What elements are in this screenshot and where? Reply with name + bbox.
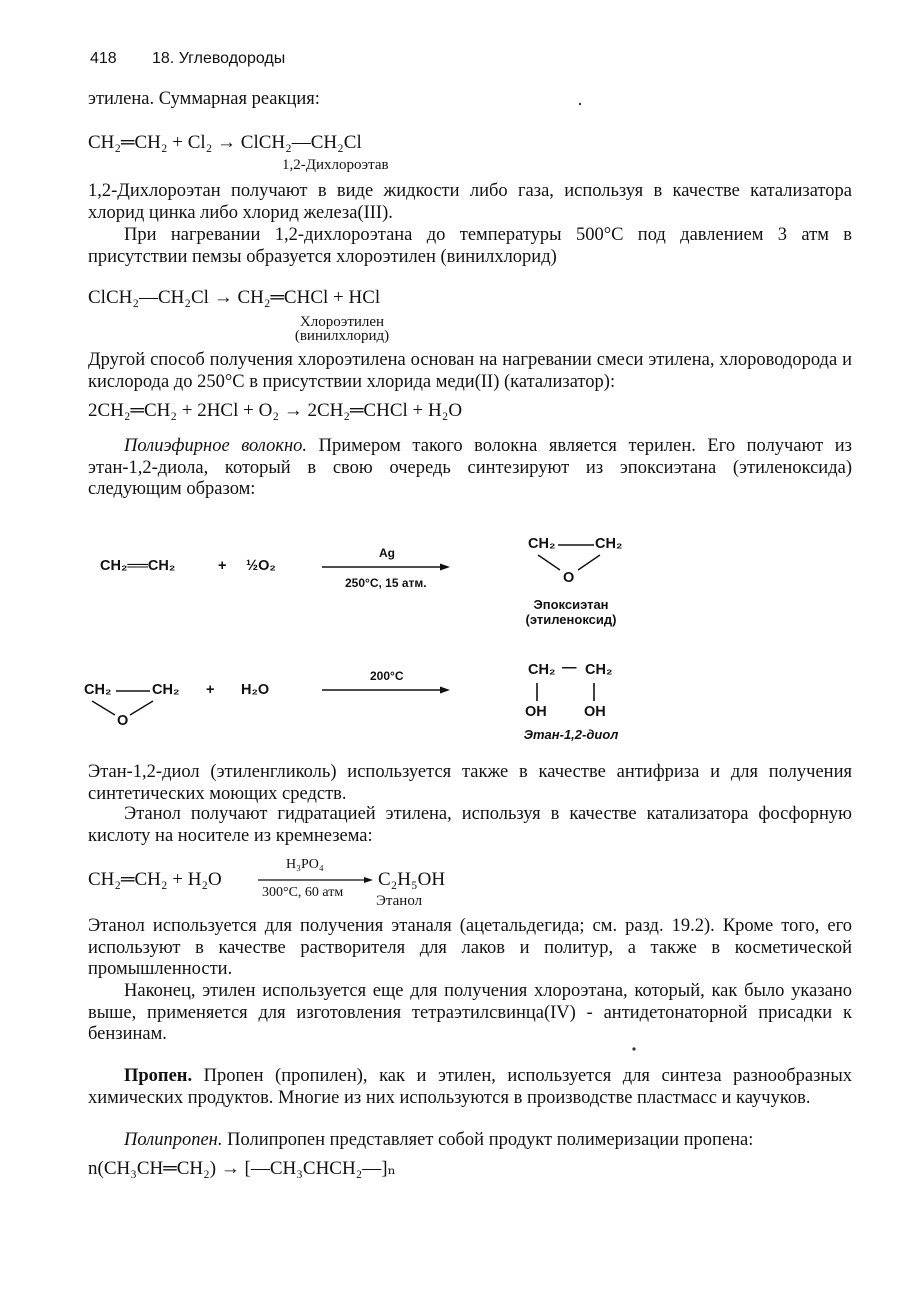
scheme1-ring-right: CH₂ (595, 536, 623, 552)
paragraph-ethanol: Этанол получают гидратацией этилена, используя в качестве катализатора фосфорную кислоту на носителе из кремнезема: (88, 804, 852, 846)
print-speck (579, 103, 581, 105)
text-polypropene: Полипропен представляет собой продукт полимеризации пропена: (222, 1130, 754, 1150)
reaction4-product: C₂H₅OH (378, 869, 446, 890)
reaction-polymerization: n(CH₃CH═CH₂) → [—CH₃CHCH₂—]ₙ (88, 1158, 396, 1179)
reaction4-arrow-head (364, 877, 373, 883)
reaction4-reactants: CH₂═CH₂ + H₂O (88, 869, 222, 890)
label-ethanediol: Этан-1,2-диол (523, 727, 619, 742)
text-propene: Пропен (пропилен), как и этилен, используется для синтеза разнообразных химических продуктов. Многие из них используются в производстве пластмасс и каучуков. (88, 1066, 852, 1108)
scheme2-arrow-head (440, 687, 450, 694)
reaction4-catalyst: H₃PO₄ (286, 857, 324, 872)
label-dichloroethane: 1,2-Дихлороэтав (282, 157, 389, 173)
paragraph-dichloroethane: 1,2-Дихлороэтан получают в виде жидкости либо газа, используя в качестве катализатора хлорид цинка либо хлорид железа(III). (88, 181, 852, 223)
reaction-dichloroethane: CH₂═CH₂ + Cl₂ → ClCH₂—CH₂Cl (88, 132, 362, 153)
scheme1-conditions: 250°C, 15 атм. (345, 576, 427, 590)
paragraph-chloroethane: Наконец, этилен используется еще для получения хлороэтана, который, как было указано выше, применяется для изготовления тетраэтилсвинца(IV) - антидетонаторной присадки к бензинам. (88, 981, 852, 1044)
label-epoxyethane: Эпоксиэтан (533, 597, 609, 612)
label-ethylene-oxide: (этиленоксид) (525, 612, 617, 627)
label-vinylchloride: (винилхлорид) (294, 328, 390, 344)
scheme2-water: H₂O (241, 682, 270, 698)
page-number: 418 (90, 50, 117, 67)
scheme2-ring-left: CH₂ (84, 682, 112, 698)
print-speck (632, 1047, 635, 1050)
scheme1-arrow-head (440, 564, 450, 571)
paragraph-oxychlorination: Другой способ получения хлороэтилена основан на нагревании смеси этилена, хлороводорода и кислорода до 250°C в присутствии хлорида меди(II) (катализатор): (88, 350, 852, 392)
scheme2-ring-oxygen: O (117, 713, 129, 729)
scheme2-ring-bond-left (92, 701, 115, 715)
scheme2-ring-right: CH₂ (152, 682, 180, 698)
term-propene: Пропен. (124, 1066, 193, 1086)
scheme1-ring-left: CH₂ (528, 536, 556, 552)
reaction-vinylchloride: ClCH₂—CH₂Cl → CH₂═CHCl + HCl (88, 287, 381, 308)
scheme2-oh-left: OH (525, 704, 547, 720)
intro-line: этилена. Суммарная реакция: (88, 89, 320, 109)
running-header: 18. Углеводороды (152, 50, 286, 67)
term-polyester: Полиэфирное волокно. (124, 436, 308, 456)
paragraph-propene (88, 1066, 852, 1109)
scheme1-ring-bond-right (578, 555, 600, 570)
scheme2-plus: + (206, 682, 215, 698)
scheme2-temperature: 200°C (370, 669, 404, 683)
term-polypropene: Полипропен. (124, 1130, 223, 1150)
scheme1-ring-bond-left (538, 555, 560, 570)
scheme2-oh-right: OH (584, 704, 606, 720)
scheme1-ring-oxygen: O (563, 570, 575, 586)
label-ethanol: Этанол (376, 893, 423, 909)
reaction-oxychlorination: 2CH₂═CH₂ + 2HCl + O₂ → 2CH₂═CHCl + H₂O (88, 400, 463, 421)
reaction4-conditions: 300°C, 60 атм (262, 885, 344, 900)
scheme1-catalyst: Ag (379, 546, 395, 560)
label-chloroethylene: Хлороэтилен (299, 314, 385, 330)
paragraph-ethanol-use: Этанол используется для получения этаналя (ацетальдегида; см. разд. 19.2). Кроме того, его используют в качестве растворителя для лаков и политур, а также в косметической промышленности. (88, 916, 852, 979)
scheme2-prod-left: CH₂ (528, 662, 556, 678)
scheme1-plus: + (218, 558, 227, 574)
scheme2-ring-bond-right (130, 701, 153, 715)
text-polyester: Примером такого волокна является терилен. Его получают из этан-1,2-диола, который в свою очередь синтезируют из эпоксиэтана (этиленоксида) следующим образом: (88, 436, 852, 499)
scheme1-ethylene: CH₂══CH₂ (100, 558, 176, 574)
paragraph-polypropene (88, 1130, 852, 1152)
scheme1-oxygen: ½O₂ (246, 558, 276, 574)
scheme2-prod-dash: — (562, 660, 577, 676)
paragraph-heating: При нагревании 1,2-дихлороэтана до температуры 500°C под давлением 3 атм в присутствии пемзы образуется хлороэтилен (винилхлорид) (88, 225, 852, 267)
paragraph-ethanediol-use: Этан-1,2-диол (этиленгликоль) используется также в качестве антифриза и для получения синтетических моющих средств. (88, 762, 852, 804)
scheme2-prod-right: CH₂ (585, 662, 613, 678)
